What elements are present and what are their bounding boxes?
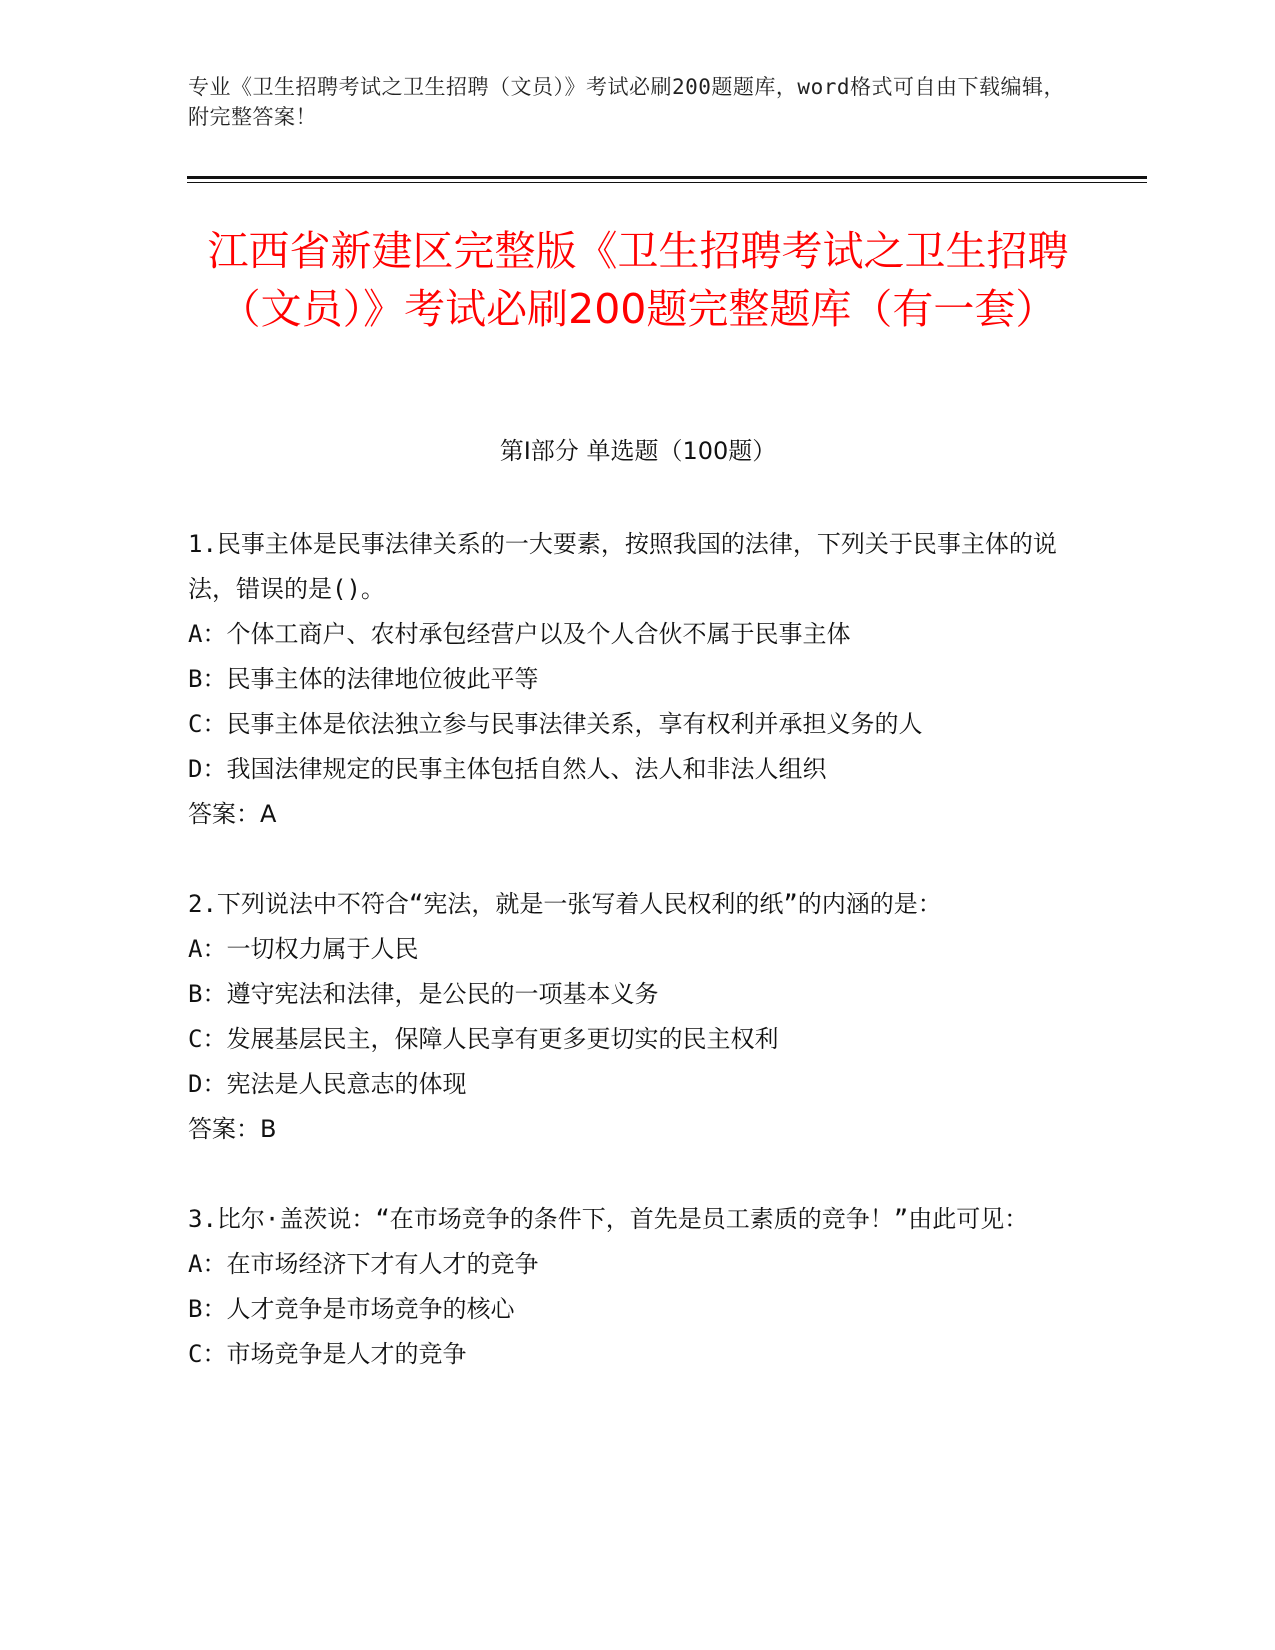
question-stem: 2.下列说法中不符合“宪法，就是一张写着人民权利的纸”的内涵的是： — [188, 890, 942, 918]
answer-line: 答案：B — [188, 1115, 277, 1143]
option-b: B：遵守宪法和法律，是公民的一项基本义务 — [188, 980, 659, 1008]
option-c: C：民事主体是依法独立参与民事法律关系，享有权利并承担义务的人 — [188, 710, 923, 738]
header-divider-thin — [187, 182, 1147, 183]
document-title: 江西省新建区完整版《卫生招聘考试之卫生招聘（文员）》考试必刷200题完整题库（有一套） — [207, 227, 1069, 333]
question-stem: 1.民事主体是民事法律关系的一大要素，按照我国的法律，下列关于民事主体的说法，错误的是()。 — [188, 530, 1057, 603]
question-1 — [188, 522, 1088, 837]
question-2 — [188, 882, 1088, 1152]
section-title: 第Ⅰ部分 单选题（100题） — [499, 437, 777, 465]
question-stem: 3.比尔·盖茨说：“在市场竞争的条件下，首先是员工素质的竞争！”由此可见： — [188, 1205, 1029, 1233]
option-c: C：市场竞争是人才的竞争 — [188, 1340, 467, 1368]
header-divider-thick — [187, 176, 1147, 179]
question-list — [188, 522, 1088, 1422]
option-a: A：一切权力属于人民 — [188, 935, 419, 963]
answer-line: 答案：A — [188, 800, 277, 828]
option-a: A：在市场经济下才有人才的竞争 — [188, 1250, 539, 1278]
option-c: C：发展基层民主，保障人民享有更多更切实的民主权利 — [188, 1025, 779, 1053]
option-a: A：个体工商户、农村承包经营户以及个人合伙不属于民事主体 — [188, 620, 851, 648]
question-3 — [188, 1197, 1088, 1377]
option-d: D：宪法是人民意志的体现 — [188, 1070, 467, 1098]
option-b: B：人才竞争是市场竞争的核心 — [188, 1295, 515, 1323]
option-b: B：民事主体的法律地位彼此平等 — [188, 665, 539, 693]
option-d: D：我国法律规定的民事主体包括自然人、法人和非法人组织 — [188, 755, 827, 783]
header-note: 专业《卫生招聘考试之卫生招聘（文员）》考试必刷200题题库，word格式可自由下载编辑，附完整答案！ — [188, 75, 1065, 129]
